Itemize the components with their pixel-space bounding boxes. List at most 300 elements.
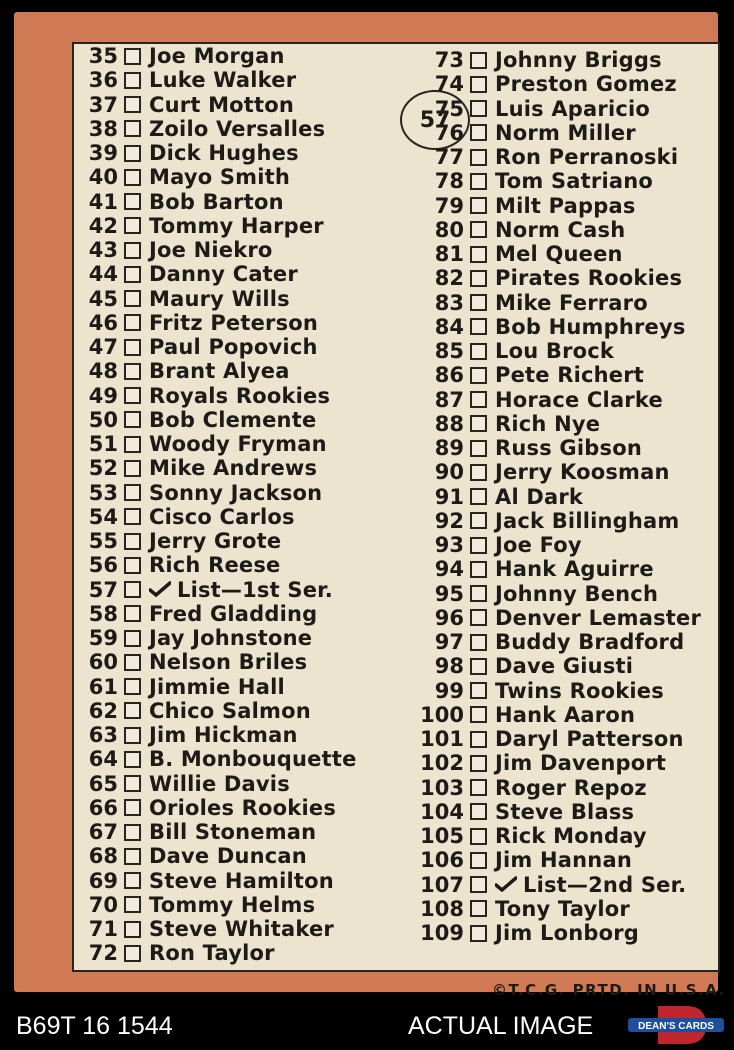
checkbox[interactable]: [124, 339, 141, 356]
checklist-row: [78, 529, 281, 553]
player-name: Dave Giusti: [495, 654, 634, 679]
card-entry-number: 70: [88, 892, 118, 917]
checklist-row: [414, 97, 650, 121]
player-name: Maury Wills: [149, 286, 290, 311]
card-entry-number: 80: [434, 217, 464, 242]
checkbox[interactable]: [124, 945, 141, 962]
card-entry-number: 73: [434, 48, 464, 72]
checklist-row: [78, 359, 290, 383]
card-entry-number: 93: [434, 533, 464, 557]
card-number: 57: [419, 107, 451, 133]
checkbox[interactable]: [470, 173, 487, 190]
player-name: Curt Motton: [149, 92, 295, 117]
player-name: Tommy Harper: [149, 213, 324, 238]
checkbox[interactable]: [470, 585, 487, 602]
card-entry-number: 55: [88, 529, 118, 553]
checklist-row: [414, 121, 636, 145]
checklist-row: [78, 262, 298, 286]
player-name: Dick Hughes: [149, 141, 299, 165]
card-entry-number: 69: [88, 868, 118, 893]
checklist-row: [78, 553, 280, 577]
checkbox[interactable]: [124, 872, 141, 889]
player-name: Mel Queen: [495, 242, 623, 266]
card-entry-number: 61: [88, 674, 118, 699]
checkbox[interactable]: [124, 848, 141, 865]
card-entry-number: 90: [434, 460, 464, 485]
checklist-row: [414, 606, 701, 630]
checkbox[interactable]: [124, 460, 141, 477]
checkbox[interactable]: [470, 100, 487, 117]
checkbox[interactable]: [470, 561, 487, 578]
card-entry-number: 83: [434, 290, 464, 315]
card-entry-number: 58: [88, 601, 118, 626]
player-name: Rich Reese: [149, 553, 281, 578]
card-entry-number: 105: [420, 824, 464, 848]
checklist-row: [414, 921, 639, 945]
checkbox[interactable]: [124, 775, 141, 792]
checkbox[interactable]: [124, 290, 141, 307]
checklist-row: [78, 165, 290, 189]
checkbox[interactable]: [470, 852, 487, 869]
checkbox[interactable]: [124, 363, 141, 380]
checklist-row: [414, 145, 678, 169]
checkbox[interactable]: [470, 779, 487, 796]
player-name: Orioles Rookies: [149, 795, 337, 820]
card-entry-number: 59: [88, 626, 118, 650]
player-name: Chico Salmon: [149, 698, 311, 723]
checklist-row: [78, 723, 298, 747]
checkbox[interactable]: [470, 755, 487, 772]
checklist-row: [414, 485, 583, 509]
checkbox[interactable]: [124, 751, 141, 768]
checkbox[interactable]: [470, 634, 487, 651]
checkmark-icon: [149, 578, 171, 602]
checklist-row: [414, 824, 647, 848]
card-entry-number: 77: [434, 145, 464, 169]
card-entry-number: 39: [88, 141, 118, 165]
checkbox[interactable]: [124, 96, 141, 113]
checklist-row: [414, 169, 653, 193]
player-name: Fred Gladding: [149, 601, 318, 626]
card-entry-number: 72: [88, 941, 118, 966]
checkbox[interactable]: [470, 706, 487, 723]
card-entry-number: 45: [88, 286, 118, 311]
checkbox[interactable]: [470, 124, 487, 141]
player-name: Bob Barton: [149, 189, 284, 214]
checklist-row: [78, 626, 312, 650]
checklist-row: [78, 844, 307, 868]
checklist-row: [78, 893, 315, 917]
checkbox[interactable]: [124, 145, 141, 162]
player-name: Jim Hannan: [495, 848, 632, 873]
player-name: Russ Gibson: [495, 436, 642, 460]
card-entry-number: 50: [88, 407, 118, 432]
player-name: Jack Billingham: [495, 508, 680, 533]
player-name: Joe Morgan: [149, 44, 285, 68]
checkbox[interactable]: [124, 266, 141, 283]
card-entry-number: 92: [434, 508, 464, 533]
checkbox[interactable]: [470, 828, 487, 845]
card-entry-number: 36: [88, 68, 118, 93]
player-name: Luis Aparicio: [495, 96, 651, 121]
checklist-row: [78, 917, 334, 941]
checklist-row: [78, 675, 285, 699]
card-entry-number: 74: [434, 72, 464, 97]
player-name: Joe Foy: [495, 533, 582, 557]
player-name: Danny Cater: [149, 262, 298, 287]
player-name: Pete Richert: [495, 363, 645, 388]
card-entry-number: 104: [420, 799, 464, 824]
card-entry-number: 85: [434, 339, 464, 363]
checklist-row: [78, 311, 318, 335]
checkbox[interactable]: [470, 221, 487, 238]
checkbox[interactable]: [124, 169, 141, 186]
checklist-row: [414, 654, 633, 678]
checkbox[interactable]: [124, 314, 141, 331]
checkbox[interactable]: [124, 120, 141, 137]
card-entry-number: 62: [88, 698, 118, 723]
checkbox[interactable]: [124, 387, 141, 404]
card-entry-number: 48: [88, 359, 118, 384]
card-entry-number: 75: [434, 96, 464, 121]
player-name: Nelson Briles: [149, 650, 308, 675]
card-entry-number: 89: [434, 436, 464, 460]
card-entry-number: 67: [88, 820, 118, 844]
card-entry-number: 66: [88, 795, 118, 820]
player-name: Jerry Grote: [149, 529, 282, 553]
card-border: [14, 12, 726, 999]
checkbox[interactable]: [470, 197, 487, 214]
checkbox[interactable]: [124, 799, 141, 816]
player-name: Lou Brock: [495, 339, 615, 363]
checklist-row: [78, 432, 327, 456]
player-name: Luke Walker: [149, 68, 297, 93]
player-name: Tommy Helms: [149, 892, 316, 917]
checklist-row: [78, 747, 357, 771]
checkbox[interactable]: [470, 925, 487, 942]
checkbox[interactable]: [124, 533, 141, 550]
checklist-row: [78, 190, 284, 214]
checkbox[interactable]: [124, 411, 141, 428]
checklist-row: [78, 869, 334, 893]
player-name: B. Monbouquette: [149, 747, 357, 772]
checklist-row: [78, 505, 295, 529]
checkbox[interactable]: [124, 72, 141, 89]
checklist-row: [414, 848, 632, 872]
player-name: Milt Pappas: [495, 193, 636, 218]
card-entry-number: 65: [88, 771, 118, 796]
player-name: Twins Rookies: [495, 678, 664, 703]
checklist-row: [414, 315, 686, 339]
checklist-row: [414, 412, 600, 436]
checklist-row: [414, 72, 677, 96]
player-name: Willie Davis: [149, 771, 290, 796]
checkbox[interactable]: [124, 678, 141, 695]
card-entry-number: 84: [434, 314, 464, 339]
checkbox[interactable]: [470, 464, 487, 481]
player-name: Hank Aaron: [495, 702, 636, 727]
player-name: Tony Taylor: [495, 896, 630, 921]
checkbox[interactable]: [470, 803, 487, 820]
checklist-row: [414, 800, 634, 824]
checklist-panel: [72, 42, 726, 999]
checkbox[interactable]: [470, 270, 487, 287]
checkbox[interactable]: [124, 824, 141, 841]
card-entry-number: 64: [88, 747, 118, 772]
checklist-row: [414, 339, 614, 363]
checkbox[interactable]: [470, 391, 487, 408]
checklist-row: [414, 363, 644, 387]
player-name: Pirates Rookies: [495, 266, 683, 291]
checkbox[interactable]: [124, 193, 141, 210]
card-entry-number: 87: [434, 387, 464, 412]
player-name: Tom Satriano: [495, 169, 653, 194]
checkbox[interactable]: [470, 658, 487, 675]
card-entry-number: 71: [88, 917, 118, 941]
player-name: Zoilo Versalles: [149, 116, 326, 141]
checkbox[interactable]: [470, 52, 487, 69]
player-name: Preston Gomez: [495, 72, 677, 97]
checkbox[interactable]: [124, 630, 141, 647]
player-name: Sonny Jackson: [149, 480, 323, 505]
checkbox[interactable]: [470, 149, 487, 166]
player-name: Royals Rookies: [149, 383, 331, 408]
player-name: Johnny Bench: [495, 581, 659, 606]
checklist-row: [78, 238, 273, 262]
checklist-row: [78, 602, 317, 626]
player-name: Roger Repoz: [495, 775, 647, 800]
checkbox[interactable]: [470, 609, 487, 626]
checklist-row: [414, 218, 625, 242]
checkbox[interactable]: [470, 294, 487, 311]
checklist-row: [78, 941, 275, 965]
checklist-row: [414, 388, 663, 412]
checklist-row: [414, 194, 636, 218]
checklist-row: [78, 44, 285, 68]
checklist-row: [78, 93, 294, 117]
checklist-row: [414, 630, 684, 654]
checklist-row: [78, 117, 325, 141]
player-name: Horace Clarke: [495, 387, 663, 412]
card-entry-number: 79: [434, 193, 464, 218]
checkbox[interactable]: [124, 702, 141, 719]
card-entry-number: 52: [88, 456, 118, 481]
checklist-row: [414, 557, 654, 581]
player-name: Jim Lonborg: [495, 921, 640, 945]
checkbox[interactable]: [470, 537, 487, 554]
printer-credit: ©T.C.G. PRTD. IN U.S.A.: [492, 981, 726, 999]
player-name: Jimmie Hall: [149, 674, 285, 699]
checkbox[interactable]: [470, 440, 487, 457]
checklist-row: [414, 266, 682, 290]
card-entry-number: 94: [434, 557, 464, 582]
checkbox[interactable]: [124, 484, 141, 501]
checkbox[interactable]: [124, 436, 141, 453]
card-entry-number: 68: [88, 844, 118, 869]
player-name: Bob Clemente: [149, 407, 317, 432]
card-entry-number: 56: [88, 553, 118, 578]
checkbox[interactable]: [124, 242, 141, 259]
checklist-row: [78, 384, 330, 408]
checkbox[interactable]: [124, 654, 141, 671]
player-name: Jim Davenport: [495, 751, 667, 776]
player-name: Ron Perranoski: [495, 145, 679, 169]
actual-image-label: ACTUAL IMAGE: [408, 1012, 594, 1040]
checklist-row: [414, 460, 670, 484]
card-entry-number: 42: [88, 213, 118, 238]
checklist-row: [414, 897, 630, 921]
checkbox[interactable]: [470, 76, 487, 93]
checkbox[interactable]: [124, 48, 141, 65]
card-entry-number: 99: [434, 678, 464, 703]
card-entry-number: 91: [434, 484, 464, 509]
card-entry-number: 107: [420, 872, 464, 897]
checklist-row: [78, 650, 307, 674]
deans-cards-logo: [628, 1004, 724, 1046]
checklist-row: [414, 48, 662, 72]
checklist-row: [78, 335, 318, 359]
player-name: Bill Stoneman: [149, 820, 317, 844]
card-entry-number: 82: [434, 266, 464, 291]
player-name: Paul Popovich: [149, 335, 318, 359]
player-name: Jerry Koosman: [495, 460, 670, 485]
checklist-row: [78, 578, 333, 602]
player-name: Cisco Carlos: [149, 504, 295, 529]
card-entry-number: 100: [420, 702, 464, 727]
checklist-row: [78, 68, 296, 92]
checkbox[interactable]: [124, 581, 141, 598]
checkbox[interactable]: [470, 367, 487, 384]
checklist-row: [414, 242, 623, 266]
player-name: Rich Nye: [495, 411, 601, 436]
player-name: Steve Blass: [495, 799, 635, 824]
card-entry-number: 97: [434, 630, 464, 654]
card-entry-number: 46: [88, 310, 118, 335]
player-name: Rick Monday: [495, 824, 647, 848]
checkbox[interactable]: [124, 921, 141, 938]
checkbox[interactable]: [470, 415, 487, 432]
checklist-row: [414, 873, 686, 897]
player-name: Mike Andrews: [149, 456, 318, 481]
card-entry-number: 60: [88, 650, 118, 675]
card-entry-number: 43: [88, 238, 118, 262]
checklist-row: [78, 699, 311, 723]
checkbox[interactable]: [470, 682, 487, 699]
card-entry-number: 76: [434, 120, 464, 145]
card-entry-number: 57: [88, 577, 118, 602]
card-entry-number: 103: [420, 775, 464, 800]
player-name: Bob Humphreys: [495, 314, 686, 339]
card-entry-number: 81: [434, 242, 464, 266]
checklist-row: [78, 772, 290, 796]
card-entry-number: 88: [434, 411, 464, 436]
card-entry-number: 40: [88, 165, 118, 190]
card-entry-number: 41: [88, 189, 118, 214]
checklist-row: [414, 509, 680, 533]
player-name: List—2nd Ser.: [523, 872, 687, 897]
card-entry-number: 63: [88, 723, 118, 747]
checkbox[interactable]: [470, 488, 487, 505]
card-entry-number: 108: [420, 896, 464, 921]
card-entry-number: 86: [434, 363, 464, 388]
logo-text: DEAN'S CARDS: [638, 1021, 714, 1032]
checkbox[interactable]: [470, 246, 487, 263]
checklist-row: [414, 751, 666, 775]
player-name: Jim Hickman: [149, 723, 298, 747]
card-id-label: B69T 16 1544: [16, 1012, 173, 1040]
player-name: List—1st Ser.: [177, 577, 333, 602]
player-name: Ron Taylor: [149, 941, 275, 966]
checklist-row: [414, 703, 635, 727]
card-entry-number: 49: [88, 383, 118, 408]
card-entry-number: 106: [420, 848, 464, 873]
checklist-row: [78, 408, 316, 432]
checkbox[interactable]: [470, 343, 487, 360]
player-name: Mike Ferraro: [495, 290, 648, 315]
card-entry-number: 51: [88, 432, 118, 456]
card-entry-number: 96: [434, 605, 464, 630]
checklist-row: [78, 287, 290, 311]
checklist-row: [78, 141, 299, 165]
card-entry-number: 53: [88, 480, 118, 505]
player-name: Norm Cash: [495, 217, 626, 242]
checkbox[interactable]: [124, 217, 141, 234]
card-entry-number: 101: [420, 727, 464, 751]
card-entry-number: 47: [88, 335, 118, 359]
player-name: Joe Niekro: [149, 238, 273, 262]
card-entry-number: 35: [88, 44, 118, 68]
player-name: Johnny Briggs: [495, 48, 662, 72]
card-entry-number: 54: [88, 504, 118, 529]
player-name: Fritz Peterson: [149, 310, 319, 335]
checkbox[interactable]: [470, 512, 487, 529]
player-name: Mayo Smith: [149, 165, 291, 190]
card-entry-number: 78: [434, 169, 464, 194]
checkbox[interactable]: [124, 727, 141, 744]
checklist-row: [78, 820, 316, 844]
checklist-row: [414, 679, 664, 703]
player-name: Steve Whitaker: [149, 917, 334, 941]
player-name: Steve Hamilton: [149, 868, 334, 893]
player-name: Brant Alyea: [149, 359, 290, 384]
player-name: Denver Lemaster: [495, 605, 702, 630]
card-entry-number: 102: [420, 751, 464, 776]
player-name: Woody Fryman: [149, 432, 327, 456]
checklist-row: [414, 533, 582, 557]
checkbox[interactable]: [124, 896, 141, 913]
checklist-row: [78, 214, 324, 238]
player-name: Norm Miller: [495, 120, 636, 145]
checklist-row: [414, 436, 642, 460]
player-name: Buddy Bradford: [495, 630, 685, 654]
checkbox[interactable]: [124, 605, 141, 622]
player-name: Jay Johnstone: [149, 626, 313, 650]
checkbox[interactable]: [124, 557, 141, 574]
checkbox[interactable]: [470, 731, 487, 748]
player-name: Al Dark: [495, 484, 584, 509]
checkbox[interactable]: [124, 508, 141, 525]
card-entry-number: 44: [88, 262, 118, 287]
card-entry-number: 98: [434, 654, 464, 679]
checklist-row: [414, 727, 684, 751]
checklist-row: [414, 582, 658, 606]
card-entry-number: 109: [420, 921, 464, 945]
checkbox[interactable]: [470, 318, 487, 335]
card-entry-number: 95: [434, 581, 464, 606]
checkbox[interactable]: [470, 876, 487, 893]
card-entry-number: 38: [88, 116, 118, 141]
checkbox[interactable]: [470, 900, 487, 917]
